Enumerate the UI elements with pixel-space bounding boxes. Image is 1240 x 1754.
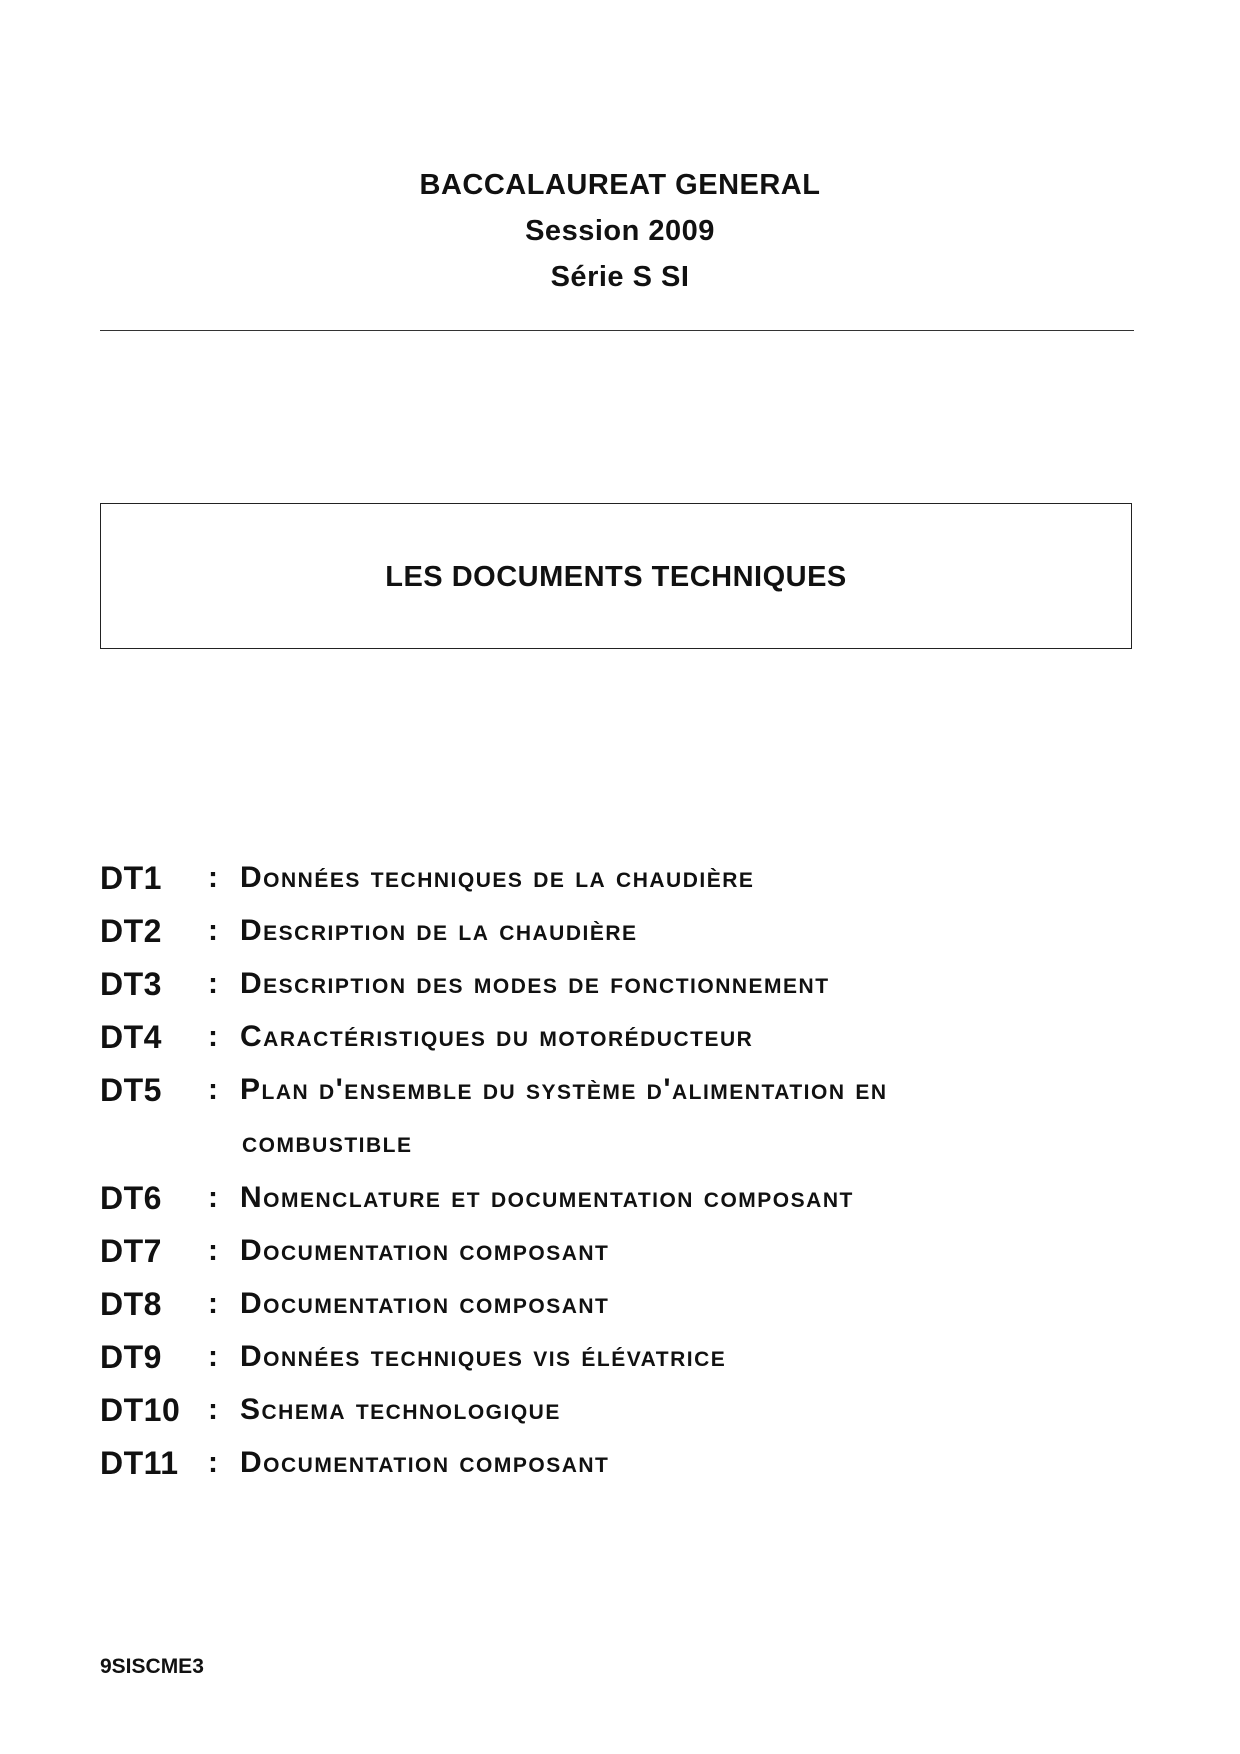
separator-colon: : [208,1020,218,1053]
document-description: description de la chaudière [240,914,638,947]
separator-colon: : [208,914,218,947]
document-description: documentation composant [240,1234,610,1267]
list-item-dt3 [100,964,1140,1017]
document-description: plan d'ensemble du système d'alimentation en [240,1073,888,1106]
document-code: DT11 [100,1445,179,1481]
document-code: DT3 [100,966,162,1002]
list-item-dt5 [100,1070,1140,1178]
exam-name: BACCALAUREAT GENERAL [419,169,821,201]
list-item-dt9 [100,1337,1140,1390]
document-code: DT2 [100,913,162,949]
document-list [100,858,1140,1496]
separator-colon: : [208,1073,218,1106]
document-description: données techniques vis élévatrice [240,1340,727,1373]
separator-colon: : [208,967,218,1000]
separator-colon: : [208,861,218,894]
separator-colon: : [208,1446,218,1479]
list-item-dt6 [100,1178,1140,1231]
document-description: documentation composant [240,1287,610,1320]
document-code: DT10 [100,1392,181,1428]
document-code: DT4 [100,1019,162,1055]
document-code: DT7 [100,1233,162,1269]
list-item-dt11 [100,1443,1140,1496]
document-description: données techniques de la chaudière [240,861,755,894]
list-item-dt1 [100,858,1140,911]
document-description: schema technologique [240,1393,561,1426]
header-divider [100,330,1134,331]
document-description: description des modes de fonctionnement [240,967,830,1000]
document-description-continuation: combustible [242,1126,413,1159]
separator-colon: : [208,1287,218,1320]
separator-colon: : [208,1340,218,1373]
list-item-dt2 [100,911,1140,964]
document-description-block [240,1070,888,1163]
document-code: DT9 [100,1339,162,1375]
document-description: caractéristiques du motoréducteur [240,1020,754,1053]
list-item-dt7 [100,1231,1140,1284]
exam-series: Série S SI [550,261,690,293]
list-item-dt8 [100,1284,1140,1337]
document-description: documentation composant [240,1446,610,1479]
page-title: LES DOCUMENTS TECHNIQUES [385,561,847,593]
list-item-dt10 [100,1390,1140,1443]
separator-colon: : [208,1234,218,1267]
separator-colon: : [208,1181,218,1214]
footer-document-code: 9SISCME3 [100,1655,204,1678]
document-header [0,162,1240,300]
document-code: DT1 [100,860,162,896]
separator-colon: : [208,1393,218,1426]
document-code: DT6 [100,1180,162,1216]
document-code: DT8 [100,1286,162,1322]
list-item-dt4 [100,1017,1140,1070]
exam-session: Session 2009 [525,215,715,247]
document-code: DT5 [100,1072,162,1108]
title-box [100,503,1132,649]
document-description: nomenclature et documentation composant [240,1181,854,1214]
